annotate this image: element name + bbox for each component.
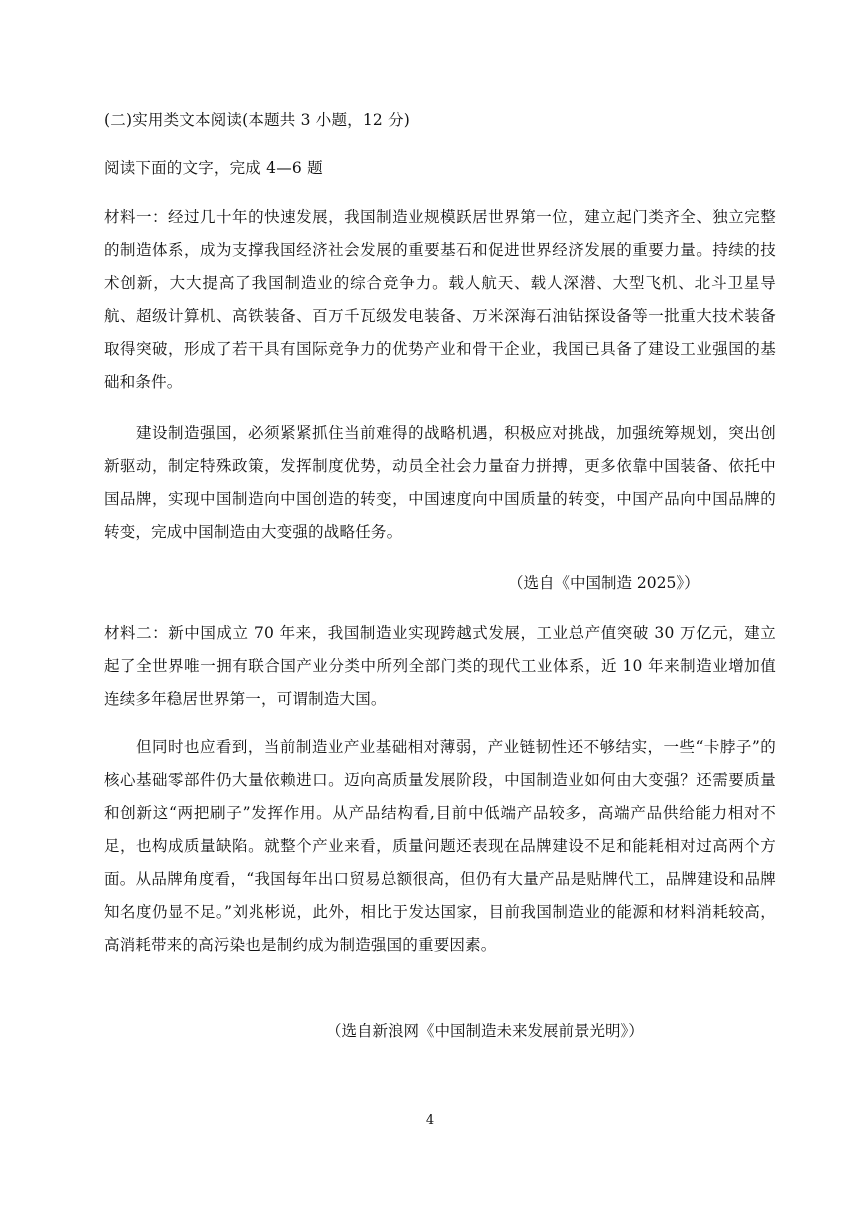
material-two-paragraph-2: 但同时也应看到，当前制造业产业基础相对薄弱，产业链韧性还不够结实，一些“卡脖子”的核心基础零部件仍大量依赖进口。迈向高质量发展阶段，中国制造业如何由大变强？还需要质量和创新这“两把刷子”发挥作用。从产品结构看,目前中低端产品较多，高端产品供给能力相对不足，也构成质量缺陷。就整个产业来看，质量问题还表现在品牌建设不足和能耗相对过高两个方面。从品牌角度看，“我国每年出口贸易总额很高，但仍有大量产品是贴牌代工，品牌建设和品牌知名度仍显不足。”刘兆彬说，此外，相比于发达国家，目前我国制造业的能源和材料消耗较高，高消耗带来的高污染也是制约成为制造强国的重要因素。 bbox=[104, 738, 776, 954]
material-two-source: （选自新浪网《中国制造未来发展前景光明》） bbox=[326, 1022, 644, 1040]
material-one-paragraph-2: 建设制造强国，必须紧紧抓住当前难得的战略机遇，积极应对挑战，加强统筹规划，突出创新驱动，制定特殊政策，发挥制度优势，动员全社会力量奋力拼搏，更多依靠中国装备、依托中国品牌，实现中国制造向中国创造的转变，中国速度向中国质量的转变，中国产品向中国品牌的转变，完成中国制造由大变强的战略任务。 bbox=[104, 424, 776, 541]
material-two-paragraph-1: 材料二：新中国成立 70 年来，我国制造业实现跨越式发展，工业总产值突破 30 万亿元，建立起了全世界唯一拥有联合国产业分类中所列全部门类的现代工业体系，近 10 年来制造业增加值连续多年稳居世界第一，可谓制造大国。 bbox=[104, 624, 776, 708]
reading-instruction: 阅读下面的文字，完成 4—6 题 bbox=[104, 159, 323, 177]
material-one-source: （选自《中国制造 2025》） bbox=[508, 574, 700, 592]
page-number: 4 bbox=[425, 1113, 435, 1128]
material-one-paragraph-1: 材料一：经过几十年的快速发展，我国制造业规模跃居世界第一位，建立起门类齐全、独立完整的制造体系，成为支撑我国经济社会发展的重要基石和促进世界经济发展的重要力量。持续的技术创新，大大提高了我国制造业的综合竞争力。载人航天、载人深潜、大型飞机、北斗卫星导航、超级计算机、高铁装备、百万千瓦级发电装备、万米深海石油钻探设备等一批重大技术装备取得突破，形成了若干具有国际竞争力的优势产业和骨干企业，我国已具备了建设工业强国的基础和条件。 bbox=[104, 208, 776, 391]
section-heading: (二)实用类文本阅读(本题共 3 小题，12 分) bbox=[104, 111, 411, 129]
